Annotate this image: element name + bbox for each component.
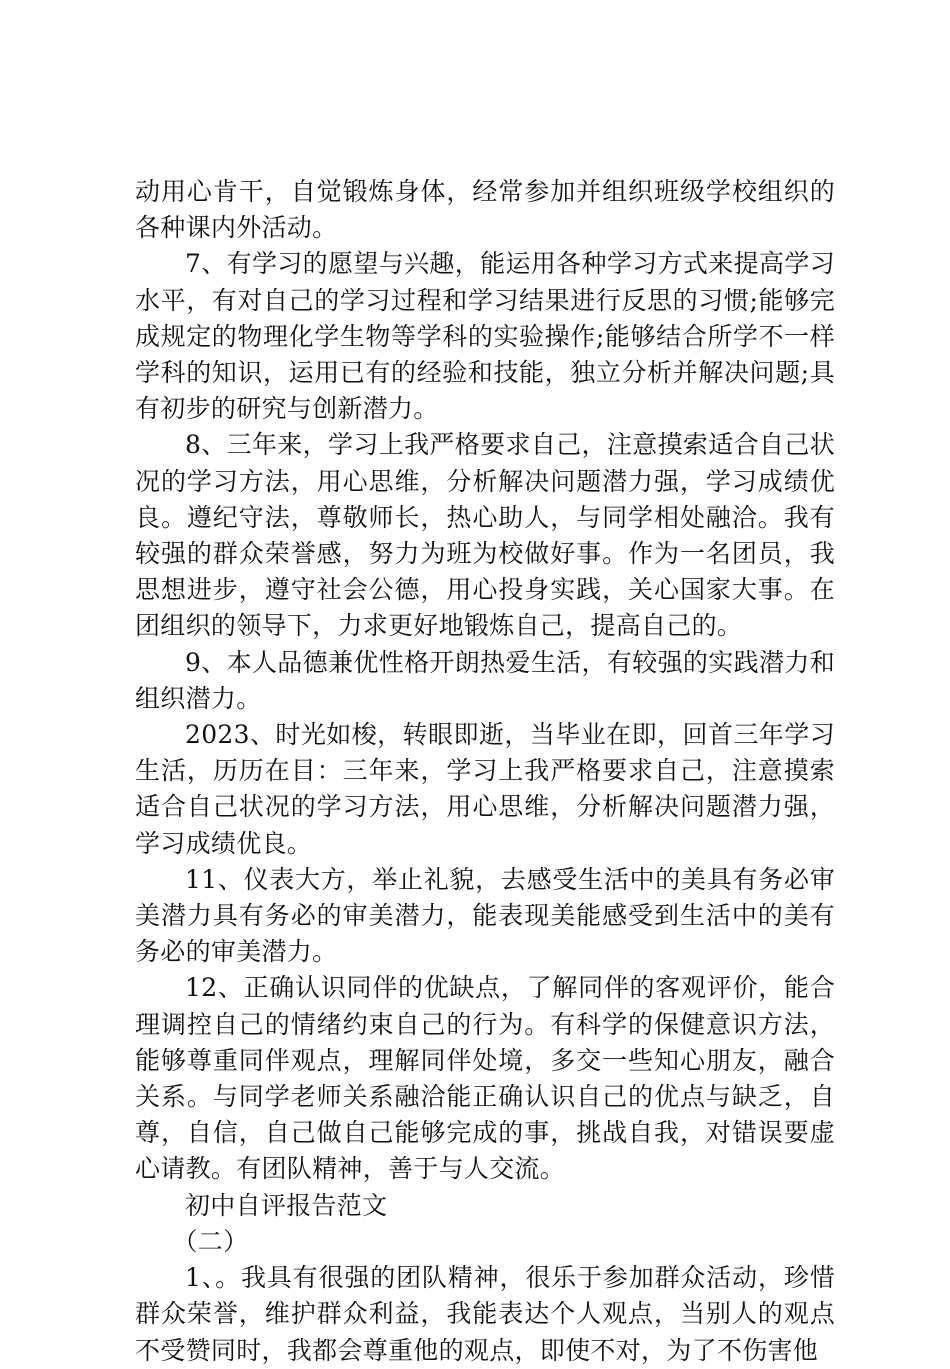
paragraph-item-7: 7、有学习的愿望与兴趣，能运用各种学习方式来提高学习水平，有对自己的学习过程和学习结果进行反思的习惯;能够完成规定的物理化学生物等学科的实验操作;能够结合所学不一样学科的知识，运用已有的经验和技能，独立分析并解决问题;具有初步的研究与创新潜力。 [135, 249, 835, 424]
paragraph-item-10: 2023、时光如梭，转眼即逝，当毕业在即，回首三年学习生活，历历在目：三年来，学习上我严格要求自己，注意摸索适合自己状况的学习方法，用心思维，分析解决问题潜力强，学习成绩优良。 [135, 720, 835, 858]
paragraph-item-1: 1、。我具有很强的团队精神，很乐于参加群众活动，珍惜群众荣誉，维护群众利益，我能表达个人观点，当别人的观点不受赞同时，我都会尊重他的观点，即使不对，为了不伤害他 [135, 1263, 835, 1365]
document-page [135, 174, 835, 1369]
paragraph-item-8: 8、三年来，学习上我严格要求自己，注意摸索适合自己状况的学习方法，用心思维，分析解决问题潜力强，学习成绩优良。遵纪守法，尊敬师长，热心助人，与同学相处融洽。我有较强的群众荣誉感，努力为班为校做好事。作为一名团员，我思想进步，遵守社会公德，用心投身实践，关心国家大事。在团组织的领导下，力求更好地锻炼自己，提高自己的。 [135, 430, 835, 641]
paragraph-item-9: 9、本人品德兼优性格开朗热爱生活，有较强的实践潜力和组织潜力。 [135, 647, 835, 713]
paragraph-item-12: 12、正确认识同伴的优缺点，了解同伴的客观评价，能合理调控自己的情绪约束自己的行为。有科学的保健意识方法，能够尊重同伴观点，理解同伴处境，多交一些知心朋友，融合关系。与同学老师关系融洽能正确认识自己的优点与缺乏，自尊，自信，自己做自己能够完成的事，挑战自我，对错误要虚心请教。有团队精神，善于与人交流。 [135, 973, 835, 1184]
section-heading: 初中自评报告范文 [185, 1190, 388, 1220]
paragraph-item-11: 11、仪表大方，举止礼貌，去感受生活中的美具有务必审美潜力具有务必的审美潜力，能表现美能感受到生活中的美有务必的审美潜力。 [135, 864, 835, 967]
section-subheading: （二） [172, 1226, 249, 1256]
paragraph-continuation: 动用心肯干，自觉锻炼身体，经常参加并组织班级学校组织的各种课内外活动。 [135, 177, 835, 243]
